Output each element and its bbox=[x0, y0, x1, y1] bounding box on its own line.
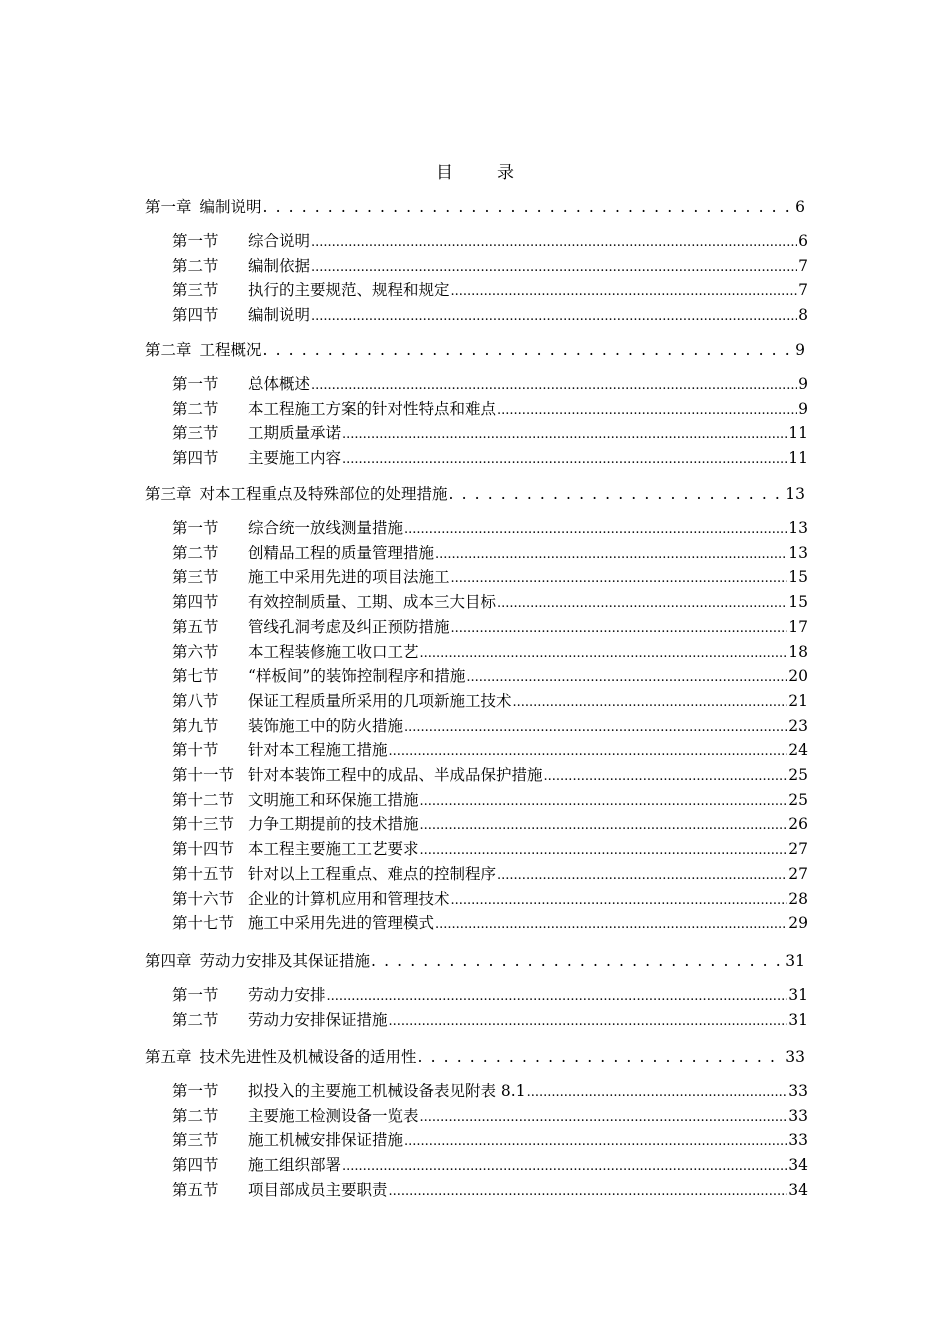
toc-entry-label bbox=[172, 763, 543, 787]
toc-page-number: 27 bbox=[788, 864, 808, 883]
toc-entry-label bbox=[172, 516, 403, 540]
toc-dot-leader bbox=[420, 1104, 788, 1130]
toc-dot-leader bbox=[389, 1008, 788, 1034]
toc-entry-number: 第一节 bbox=[172, 375, 219, 393]
toc-entry-label bbox=[172, 640, 419, 664]
toc-entry-number: 第五章 bbox=[145, 1048, 192, 1066]
toc-entry-number: 第二节 bbox=[172, 1106, 219, 1125]
toc-chapter-row[interactable] bbox=[145, 1045, 805, 1069]
toc-entry-number: 第五节 bbox=[172, 617, 219, 636]
toc-entry-label bbox=[145, 949, 370, 973]
toc-entry-number: 第二节 bbox=[172, 256, 219, 275]
toc-entry-number: 第二节 bbox=[172, 1010, 219, 1029]
toc-page-number: 13 bbox=[788, 519, 808, 537]
toc-dot-leader bbox=[449, 482, 785, 506]
toc-page-number: 9 bbox=[798, 375, 808, 393]
toc-page-number: 31 bbox=[785, 952, 805, 970]
toc-entry-title: 装饰施工中的防火措施 bbox=[248, 716, 404, 735]
toc-section-row[interactable] bbox=[172, 1079, 808, 1103]
toc-entry-label bbox=[172, 812, 419, 836]
toc-dot-leader bbox=[311, 254, 797, 280]
toc-entry-title: 力争工期提前的技术措施 bbox=[248, 815, 419, 834]
toc-dot-leader bbox=[371, 949, 784, 973]
toc-page-number: 25 bbox=[788, 766, 808, 784]
toc-dot-leader bbox=[420, 640, 788, 666]
toc-section-row[interactable] bbox=[172, 837, 808, 861]
toc-entry-number: 第一节 bbox=[172, 986, 219, 1004]
toc-entry-label bbox=[172, 541, 434, 565]
toc-entry-title: 对本工程重点及特殊部位的处理措施 bbox=[199, 485, 448, 503]
toc-chapter-row[interactable] bbox=[145, 949, 805, 973]
toc-page-number: 33 bbox=[785, 1048, 805, 1066]
toc-section-row[interactable] bbox=[172, 763, 808, 787]
toc-entry-number: 第三节 bbox=[172, 568, 219, 587]
toc-chapter-row[interactable] bbox=[145, 338, 805, 362]
toc-entry-number: 第十二节 bbox=[172, 790, 235, 809]
toc-entry-label bbox=[172, 1153, 341, 1177]
toc-page-number: 20 bbox=[788, 667, 808, 686]
toc-title-right: 录 bbox=[497, 163, 514, 183]
toc-page-number: 6 bbox=[795, 198, 805, 216]
toc-section-row[interactable] bbox=[172, 516, 808, 540]
toc-entry-label bbox=[172, 1008, 388, 1032]
toc-page-number: 24 bbox=[788, 741, 808, 760]
toc-chapter-row[interactable] bbox=[145, 482, 805, 506]
toc-section-row[interactable] bbox=[172, 229, 808, 253]
toc-dot-leader bbox=[404, 714, 787, 740]
toc-entry-label bbox=[172, 421, 341, 445]
toc-entry-title: 拟投入的主要施工机械设备表见附表 8.1 bbox=[248, 1082, 526, 1100]
toc-entry-title: 劳动力安排 bbox=[248, 986, 326, 1004]
toc-page-number: 9 bbox=[798, 399, 808, 418]
toc-entry-label bbox=[172, 565, 450, 589]
toc-entry-label bbox=[172, 837, 419, 861]
toc-section-row[interactable] bbox=[172, 714, 808, 738]
toc-entry-number: 第十节 bbox=[172, 741, 219, 760]
toc-entry-number: 第九节 bbox=[172, 716, 219, 735]
toc-section-row[interactable] bbox=[172, 421, 808, 445]
toc-page-number: 13 bbox=[785, 485, 805, 503]
toc-entry-title: 本工程施工方案的针对性特点和难点 bbox=[248, 399, 497, 418]
toc-entry-title: 劳动力安排保证措施 bbox=[248, 1010, 388, 1029]
toc-entry-label bbox=[172, 303, 310, 327]
toc-section-row[interactable] bbox=[172, 1178, 808, 1202]
toc-dot-leader bbox=[389, 1178, 788, 1204]
toc-entry-title: 执行的主要规范、规程和规定 bbox=[248, 281, 450, 300]
toc-entry-title: 文明施工和环保施工措施 bbox=[248, 790, 419, 809]
toc-entry-title: 编制说明 bbox=[248, 306, 311, 325]
toc-entry-label bbox=[172, 615, 450, 639]
toc-entry-label bbox=[172, 254, 310, 278]
toc-entry-number: 第三节 bbox=[172, 1131, 219, 1150]
toc-entry-title: 项目部成员主要职责 bbox=[248, 1180, 388, 1199]
toc-entry-label bbox=[172, 1079, 526, 1103]
toc-entry-label bbox=[145, 338, 262, 362]
toc-dot-leader bbox=[420, 788, 788, 814]
toc-page-number: 34 bbox=[788, 1180, 808, 1199]
toc-dot-leader bbox=[544, 763, 788, 789]
toc-entry-title: 综合统一放线测量措施 bbox=[248, 519, 404, 537]
toc-entry-title: 针对本工程施工措施 bbox=[248, 741, 388, 760]
toc-dot-leader bbox=[342, 421, 787, 447]
toc-page-number: 7 bbox=[798, 281, 808, 300]
toc-page-number: 29 bbox=[788, 914, 808, 933]
toc-entry-label bbox=[172, 887, 450, 911]
toc-dot-leader bbox=[497, 862, 787, 888]
toc-dot-leader bbox=[451, 565, 788, 591]
toc-entry-label bbox=[172, 1178, 388, 1202]
toc-entry-number: 第三节 bbox=[172, 424, 219, 443]
toc-entry-title: 综合说明 bbox=[248, 232, 311, 250]
toc-section-row[interactable] bbox=[172, 862, 808, 886]
toc-dot-leader bbox=[263, 195, 795, 219]
toc-dot-leader bbox=[418, 1045, 785, 1069]
toc-entry-title: 施工中采用先进的管理模式 bbox=[248, 914, 435, 933]
toc-entry-label bbox=[172, 1128, 403, 1152]
toc-section-row[interactable] bbox=[172, 615, 808, 639]
toc-dot-leader bbox=[497, 590, 787, 616]
toc-entry-label bbox=[172, 664, 465, 688]
toc-entry-number: 第十七节 bbox=[172, 914, 235, 933]
toc-page-number: 7 bbox=[798, 256, 808, 275]
toc-page-number: 6 bbox=[798, 232, 808, 250]
toc-dot-leader bbox=[451, 887, 788, 913]
toc-dot-leader bbox=[311, 229, 797, 255]
toc-chapter-row[interactable] bbox=[145, 195, 805, 219]
toc-page-number: 33 bbox=[788, 1106, 808, 1125]
toc-section-row[interactable] bbox=[172, 911, 808, 935]
toc-entry-label bbox=[172, 862, 496, 886]
toc-dot-leader bbox=[311, 372, 797, 398]
toc-entry-label bbox=[172, 1104, 419, 1128]
toc-section-row[interactable] bbox=[172, 372, 808, 396]
toc-entry-title: 总体概述 bbox=[248, 375, 311, 393]
toc-entry-label bbox=[172, 738, 388, 762]
toc-dot-leader bbox=[404, 516, 787, 542]
toc-entry-number: 第二节 bbox=[172, 399, 219, 418]
toc-entry-title: 创精品工程的质量管理措施 bbox=[248, 543, 435, 562]
toc-entry-title: 编制依据 bbox=[248, 256, 311, 275]
toc-dot-leader bbox=[420, 812, 788, 838]
toc-entry-number: 第七节 bbox=[172, 667, 219, 686]
toc-section-row[interactable] bbox=[172, 303, 808, 327]
toc-section-row[interactable] bbox=[172, 541, 808, 565]
toc-entry-label bbox=[172, 911, 434, 935]
toc-entry-title: 施工组织部署 bbox=[248, 1156, 342, 1175]
toc-entry-title: 有效控制质量、工期、成本三大目标 bbox=[248, 593, 497, 612]
toc-entry-label bbox=[172, 278, 450, 302]
toc-title bbox=[0, 158, 950, 183]
toc-entry-title: “样板间”的装饰控制程序和措施 bbox=[248, 667, 466, 686]
toc-entry-number: 第二节 bbox=[172, 543, 219, 562]
toc-entry-title: 技术先进性及机械设备的适用性 bbox=[199, 1048, 417, 1066]
toc-page-number: 13 bbox=[788, 543, 808, 562]
toc-dot-leader bbox=[389, 738, 788, 764]
toc-entry-label bbox=[172, 229, 310, 253]
toc-dot-leader bbox=[404, 1128, 787, 1154]
toc-entry-number: 第四节 bbox=[172, 593, 219, 612]
toc-entry-number: 第四章 bbox=[145, 952, 192, 970]
toc-entry-number: 第六节 bbox=[172, 642, 219, 661]
toc-entry-title: 劳动力安排及其保证措施 bbox=[199, 952, 371, 970]
toc-section-row[interactable] bbox=[172, 887, 808, 911]
toc-section-row[interactable] bbox=[172, 1153, 808, 1177]
toc-page-number: 17 bbox=[788, 617, 808, 636]
toc-section-row[interactable] bbox=[172, 788, 808, 812]
toc-section-row[interactable] bbox=[172, 664, 808, 688]
toc-section-row[interactable] bbox=[172, 278, 808, 302]
toc-entry-title: 工期质量承诺 bbox=[248, 424, 342, 443]
toc-entry-label bbox=[172, 714, 403, 738]
toc-dot-leader bbox=[327, 983, 788, 1009]
toc-section-row[interactable] bbox=[172, 446, 808, 470]
toc-dot-leader bbox=[435, 541, 787, 567]
toc-page-number: 31 bbox=[788, 986, 808, 1004]
toc-section-row[interactable] bbox=[172, 983, 808, 1007]
toc-entry-number: 第一节 bbox=[172, 519, 219, 537]
toc-entry-number: 第四节 bbox=[172, 449, 219, 468]
toc-entry-title: 保证工程质量所采用的几项新施工技术 bbox=[248, 691, 512, 710]
toc-entry-title: 主要施工检测设备一览表 bbox=[248, 1106, 419, 1125]
toc-section-row[interactable] bbox=[172, 689, 808, 713]
toc-entry-title: 编制说明 bbox=[199, 198, 262, 216]
toc-entry-number: 第五节 bbox=[172, 1180, 219, 1199]
toc-entry-label bbox=[145, 1045, 417, 1069]
toc-page-number: 18 bbox=[788, 642, 808, 661]
toc-entry-number: 第一章 bbox=[145, 198, 192, 216]
toc-entry-number: 第四节 bbox=[172, 306, 219, 325]
toc-entry-label bbox=[172, 372, 310, 396]
toc-dot-leader bbox=[513, 689, 788, 715]
toc-entry-number: 第三节 bbox=[172, 281, 219, 300]
toc-page-number: 33 bbox=[788, 1082, 808, 1100]
toc-page-number: 15 bbox=[788, 568, 808, 587]
toc-dot-leader bbox=[435, 911, 787, 937]
toc-entry-number: 第二章 bbox=[145, 341, 192, 359]
toc-page-number: 9 bbox=[795, 341, 805, 359]
toc-entry-number: 第八节 bbox=[172, 691, 219, 710]
toc-entry-label bbox=[172, 788, 419, 812]
toc-entry-title: 针对以上工程重点、难点的控制程序 bbox=[248, 864, 497, 883]
toc-page-number: 8 bbox=[798, 306, 808, 325]
toc-section-row[interactable] bbox=[172, 565, 808, 589]
toc-entry-number: 第十六节 bbox=[172, 889, 235, 908]
toc-entry-label bbox=[172, 446, 341, 470]
toc-entry-number: 第四节 bbox=[172, 1156, 219, 1175]
toc-page-number: 28 bbox=[788, 889, 808, 908]
toc-page-number: 21 bbox=[788, 691, 808, 710]
toc-title-left: 目 bbox=[436, 163, 453, 183]
toc-entry-number: 第十一节 bbox=[172, 766, 235, 784]
toc-section-row[interactable] bbox=[172, 738, 808, 762]
toc-entry-title: 针对本装饰工程中的成品、半成品保护措施 bbox=[248, 766, 543, 784]
toc-entry-title: 工程概况 bbox=[199, 341, 262, 359]
toc-dot-leader bbox=[451, 278, 798, 304]
toc-page-number: 25 bbox=[788, 790, 808, 809]
toc-entry-number: 第十五节 bbox=[172, 864, 235, 883]
toc-page-number: 15 bbox=[788, 593, 808, 612]
toc-entry-title: 本工程主要施工工艺要求 bbox=[248, 840, 419, 859]
toc-entry-number: 第三章 bbox=[145, 485, 192, 503]
toc-entry-label bbox=[172, 590, 496, 614]
toc-section-row[interactable] bbox=[172, 590, 808, 614]
toc-dot-leader bbox=[342, 446, 787, 472]
toc-entry-label bbox=[145, 482, 448, 506]
toc-page-number: 11 bbox=[788, 449, 808, 468]
toc-entry-number: 第一节 bbox=[172, 1082, 219, 1100]
toc-section-row[interactable] bbox=[172, 1104, 808, 1128]
toc-dot-leader bbox=[342, 1153, 787, 1179]
toc-section-row[interactable] bbox=[172, 397, 808, 421]
toc-dot-leader bbox=[451, 615, 788, 641]
toc-dot-leader bbox=[311, 303, 797, 329]
toc-entry-label bbox=[172, 397, 496, 421]
toc-section-row[interactable] bbox=[172, 1008, 808, 1032]
toc-page-number: 27 bbox=[788, 840, 808, 859]
toc-dot-leader bbox=[420, 837, 788, 863]
toc-section-row[interactable] bbox=[172, 640, 808, 664]
toc-section-row[interactable] bbox=[172, 812, 808, 836]
toc-page-number: 33 bbox=[788, 1131, 808, 1150]
toc-entry-label bbox=[145, 195, 262, 219]
toc-entry-title: 主要施工内容 bbox=[248, 449, 342, 468]
toc-entry-title: 管线孔洞考虑及纠正预防措施 bbox=[248, 617, 450, 636]
toc-dot-leader bbox=[527, 1079, 788, 1105]
toc-page-number: 11 bbox=[788, 424, 808, 443]
toc-page-number: 23 bbox=[788, 716, 808, 735]
toc-page-number: 34 bbox=[788, 1156, 808, 1175]
toc-dot-leader bbox=[497, 397, 797, 423]
toc-entry-number: 第一节 bbox=[172, 232, 219, 250]
toc-entry-number: 第十三节 bbox=[172, 815, 235, 834]
toc-entry-label bbox=[172, 983, 326, 1007]
toc-entry-number: 第十四节 bbox=[172, 840, 235, 859]
toc-dot-leader bbox=[466, 664, 787, 690]
toc-page-number: 26 bbox=[788, 815, 808, 834]
toc-section-row[interactable] bbox=[172, 1128, 808, 1152]
toc-entry-title: 施工机械安排保证措施 bbox=[248, 1131, 404, 1150]
toc-dot-leader bbox=[263, 338, 795, 362]
toc-entry-title: 企业的计算机应用和管理技术 bbox=[248, 889, 450, 908]
toc-entry-label bbox=[172, 689, 512, 713]
toc-section-row[interactable] bbox=[172, 254, 808, 278]
toc-page-number: 31 bbox=[788, 1010, 808, 1029]
toc-entry-title: 本工程装修施工收口工艺 bbox=[248, 642, 419, 661]
toc-entry-title: 施工中采用先进的项目法施工 bbox=[248, 568, 450, 587]
